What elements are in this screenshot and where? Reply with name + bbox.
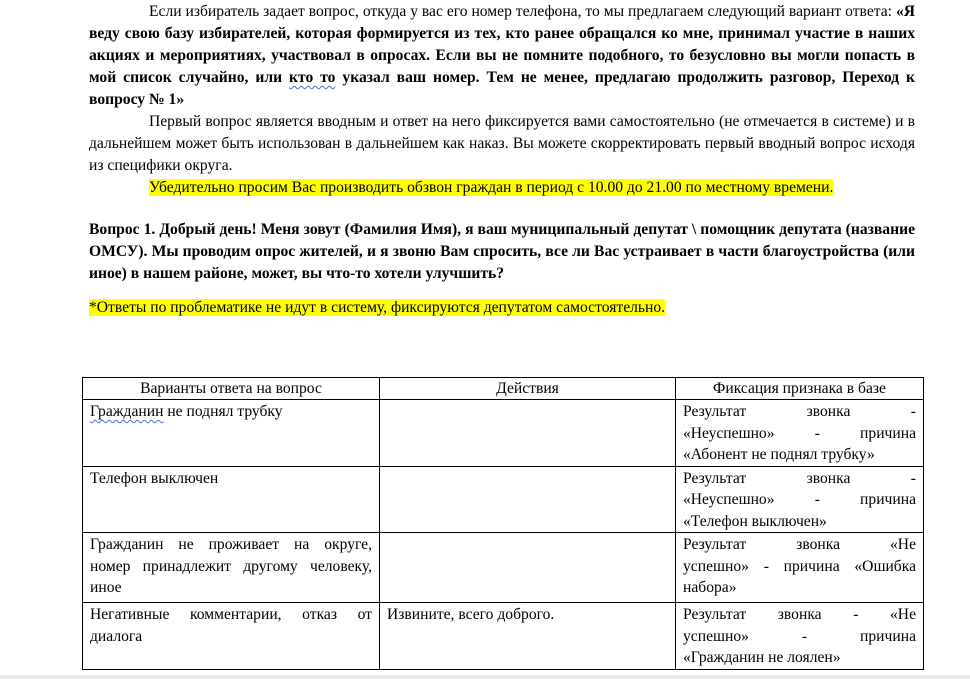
highlighted-call-hours: Убедительно просим Вас производить обзвон граждан в период с 10.00 до 21.00 по местному времени.: [149, 179, 834, 196]
cell-answer: [83, 533, 380, 603]
paragraph-first-question-info: Первый вопрос является вводным и ответ на него фиксируется вами самостоятельно (не отмечается в системе) и в дальнейшем может быть использован в дальнейшем как наказ. Вы можете скорректировать первый вводный вопрос исходя из специфики округа.: [89, 113, 915, 174]
cell-db-flag: [676, 603, 924, 670]
db-flag-line: «Неуспешно» - причина: [683, 424, 916, 442]
db-flag-line: успешно» - причина: [683, 627, 916, 645]
cell-db-flag: [676, 533, 924, 603]
window-bottom-edge: [0, 675, 970, 679]
answer-options-table-wrap: [82, 377, 924, 670]
cell-action: [380, 466, 676, 533]
cell-answer-text: Негативные комментарии, отказ от диалога: [90, 606, 372, 645]
cell-answer-text: Телефон выключен: [90, 469, 219, 487]
spellcheck-flagged-word: Гражданин: [90, 403, 164, 420]
cell-db-flag: [676, 466, 924, 533]
db-flag-line: Результат звонка «Не: [683, 536, 916, 553]
cell-answer: [83, 466, 380, 533]
db-flag-line: «Гражданин не лоялен»: [683, 649, 841, 666]
highlighted-note: *Ответы по проблематике не идут в систему, фиксируются депутатом самостоятельно.: [89, 299, 666, 316]
db-flag-line: Результат звонка - «Не: [683, 606, 916, 623]
table-row: [83, 466, 924, 533]
db-flag-line: Результат звонка -: [683, 403, 916, 420]
answer-options-table: [82, 377, 924, 670]
db-flag-line: набора»: [683, 579, 737, 596]
db-flag-line: «Неуспешно» - причина: [683, 491, 916, 508]
question-1-text: Вопрос 1. Добрый день! Меня зовут (Фамилия Имя), я ваш муниципальный депутат \ помощник депутата (название ОМСУ). Мы проводим опрос жителей, и я звоню Вам спросить, все ли Вас устраивает в части благоустройства (или иное) в нашем районе, может, вы что-то хотели улучшить?: [89, 221, 915, 282]
cell-answer: [83, 400, 380, 467]
cell-action: [380, 533, 676, 603]
note-paragraph: [89, 297, 915, 319]
cell-answer: [83, 603, 380, 670]
paragraph-call-hours: [89, 177, 915, 199]
cell-db-flag: [676, 400, 924, 467]
table-row: [83, 400, 924, 467]
header-answer-options: Варианты ответа на вопрос: [83, 378, 380, 400]
paragraph-phone-source: [89, 0, 915, 111]
scripted-answer-part-a: «Я веду свою базу избирателей, которая формируется из тех, кто ранее обращался ко мне, принимал участие в наших акциях и мероприятиях, участвовал в опросах. Если вы не помните подобного, то безусловно вы могли попасть в мой список случайно, или: [89, 3, 915, 86]
db-flag-line: Результат звонка -: [683, 469, 916, 487]
cell-action: Извините, всего доброго.: [380, 603, 676, 670]
table-row: [83, 533, 924, 603]
header-actions: Действия: [380, 378, 676, 400]
db-flag-line: «Абонент не поднял трубку»: [683, 446, 875, 463]
db-flag-line: успешно» - причина «Ошибка: [683, 557, 916, 575]
spellcheck-flagged-word: кто то: [289, 69, 336, 86]
table-header-row: [83, 378, 924, 400]
cell-answer-text: не поднял трубку: [163, 403, 283, 420]
header-db-flag: Фиксация признака в базе: [676, 378, 924, 400]
paragraph-lead-text: Если избиратель задает вопрос, откуда у вас его номер телефона, то мы предлагаем следующий вариант ответа:: [149, 3, 896, 20]
cell-answer-text: Гражданин не проживает на округе, номер принадлежит другому человеку, иное: [90, 536, 372, 596]
db-flag-line: «Телефон выключен»: [683, 512, 827, 530]
cell-action: [380, 400, 676, 467]
table-row: [83, 603, 924, 670]
scripted-answer-part-b: указал ваш номер. Тем не менее, предлагаю продолжить разговор, Переход к вопросу № 1»: [89, 69, 915, 108]
document-page: [89, 0, 915, 319]
